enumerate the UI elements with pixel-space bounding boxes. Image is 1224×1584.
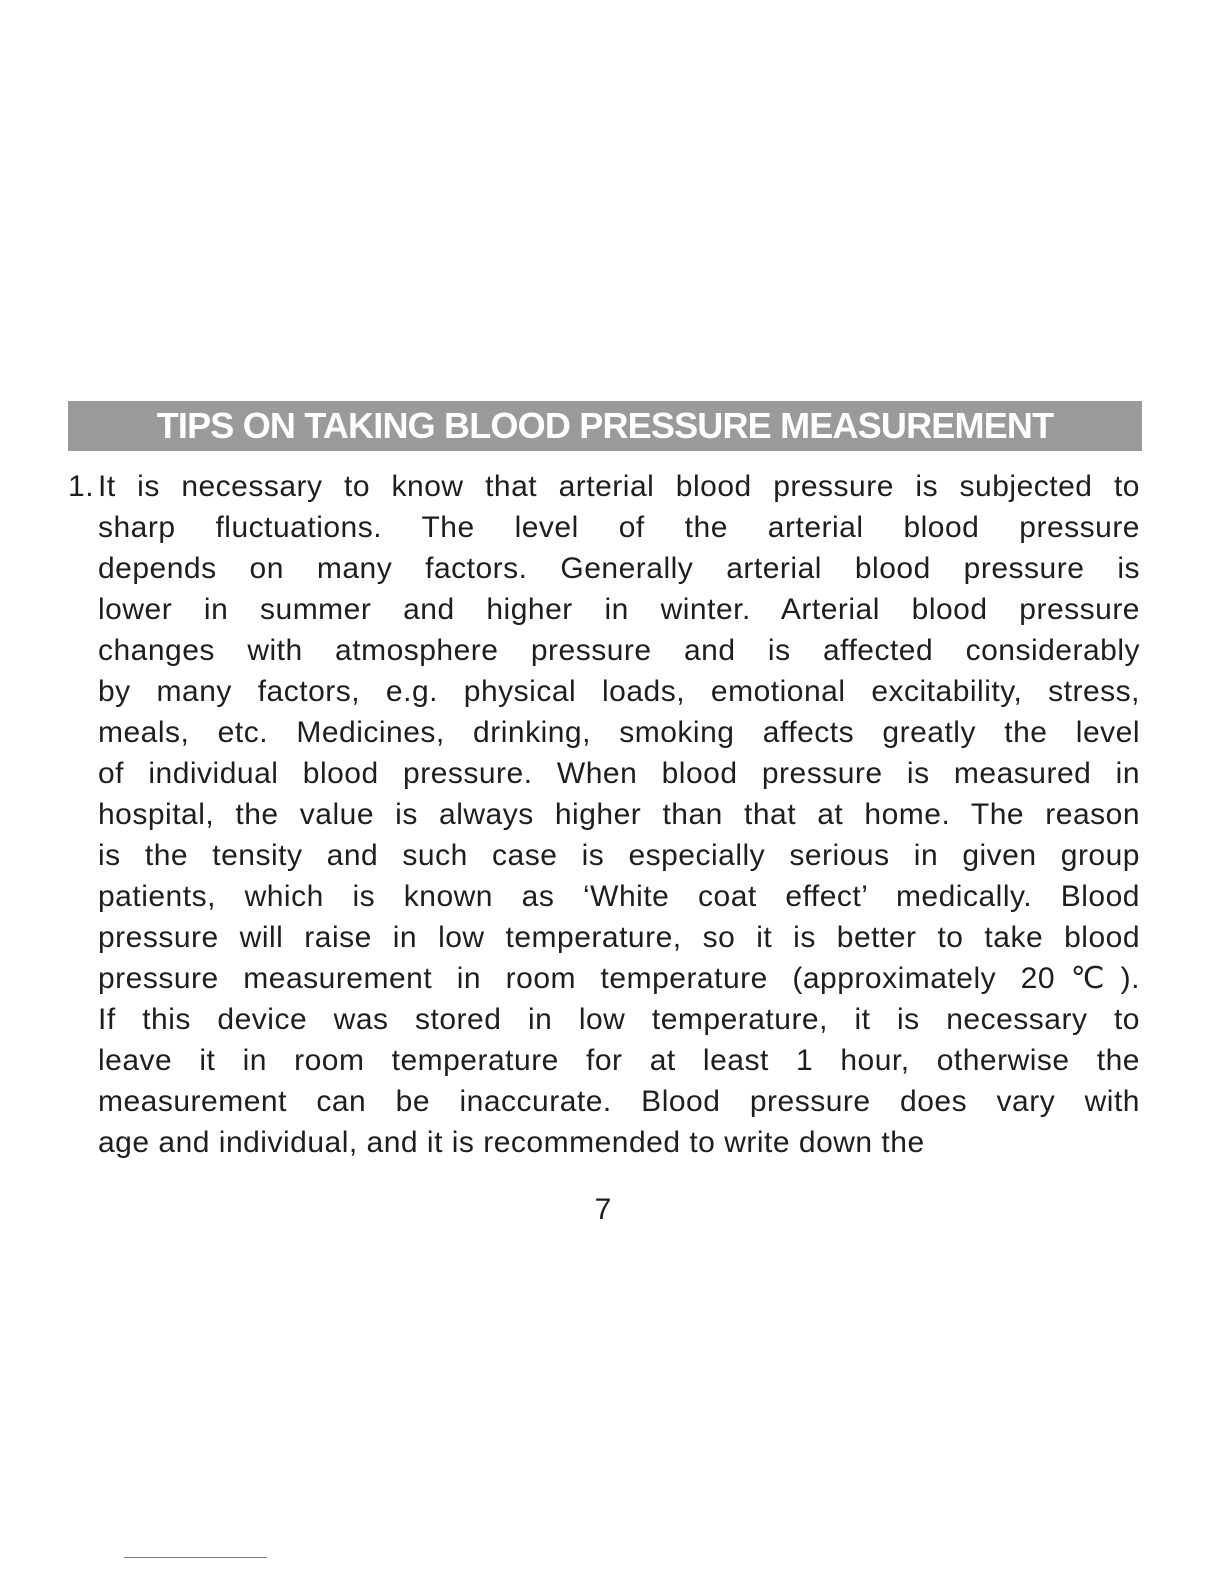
- tip-line-last: age and individual, and it is recommended to write down the: [98, 1126, 925, 1159]
- tip-line: It is necessary to know that arterial blood pressure is subjected to: [98, 470, 1140, 503]
- tip-line: depends on many factors. Generally arterial blood pressure is: [98, 552, 1140, 585]
- tip-line: pressure measurement in room temperature (approximately 20℃).: [98, 962, 1140, 995]
- tip-line: changes with atmosphere pressure and is affected considerably: [98, 634, 1140, 667]
- tip-body: [98, 466, 1140, 1163]
- tip-line: lower in summer and higher in winter. Arterial blood pressure: [98, 593, 1140, 626]
- tip-line: sharp fluctuations. The level of the arterial blood pressure: [98, 511, 1140, 544]
- tip-line: hospital, the value is always higher than that at home. The reason: [98, 798, 1140, 831]
- section-header-bar: [68, 401, 1142, 451]
- tip-line: by many factors, e.g. physical loads, emotional excitability, stress,: [98, 675, 1140, 708]
- tip-line: leave it in room temperature for at least 1 hour, otherwise the: [98, 1044, 1140, 1077]
- tip-line: If this device was stored in low temperature, it is necessary to: [98, 1003, 1140, 1036]
- tip-line: pressure will raise in low temperature, so it is better to take blood: [98, 921, 1140, 954]
- tip-line: meals, etc. Medicines, drinking, smoking affects greatly the level: [98, 716, 1140, 749]
- page-number: 7: [594, 1193, 612, 1226]
- tip-line: patients, which is known as ‘White coat effect’ medically. Blood: [98, 880, 1140, 913]
- tip-line: is the tensity and such case is especially serious in given group: [98, 839, 1140, 872]
- section-title: TIPS ON TAKING BLOOD PRESSURE MEASUREMENT: [156, 405, 1054, 446]
- tip-number: 1.: [68, 470, 95, 503]
- footer-rule: [124, 1557, 267, 1558]
- tip-line: of individual blood pressure. When blood pressure is measured in: [98, 757, 1140, 790]
- tip-line: measurement can be inaccurate. Blood pressure does vary with: [98, 1085, 1140, 1118]
